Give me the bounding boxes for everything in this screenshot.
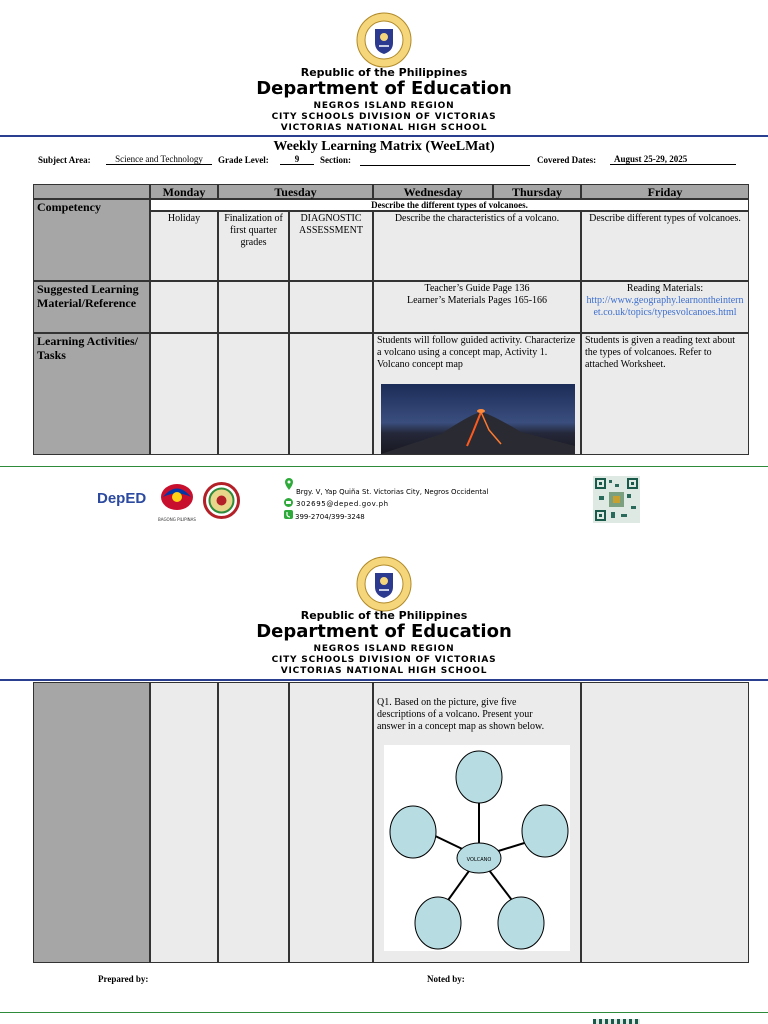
activities-friday: Students is given a reading text about the types of volcanoes. Refer to attached Worksheet. bbox=[581, 333, 749, 455]
day-wednesday: Wednesday bbox=[373, 184, 493, 199]
materials-tuesday-b bbox=[289, 281, 373, 333]
competency-label: Competency bbox=[33, 199, 150, 281]
republic-line-page2: Republic of the Philippines bbox=[300, 609, 468, 622]
activity-text: Students will follow guided activity. Characterize a volcano using a concept map, Activity 1. Volcano concept map bbox=[377, 335, 576, 370]
section-value bbox=[360, 154, 530, 166]
footer-rule-page2 bbox=[0, 1012, 768, 1013]
competency-tuesday-a: Finalization of first quarter grades bbox=[218, 211, 289, 281]
department-title-page2: Department of Education bbox=[256, 621, 512, 642]
competency-friday: Describe different types of volcanoes. bbox=[581, 211, 749, 281]
school-line-page2: VICTORIAS NATIONAL HIGH SCHOOL bbox=[280, 666, 488, 676]
materials-friday bbox=[581, 281, 749, 333]
concept-map bbox=[384, 745, 570, 951]
materials-wed-thu bbox=[373, 281, 581, 333]
phone-icon bbox=[284, 506, 293, 515]
deped-seal-page2 bbox=[356, 556, 412, 612]
email-icon bbox=[284, 494, 293, 503]
activities-label: Learning Activities/ Tasks bbox=[33, 333, 150, 455]
reading-materials-link[interactable]: http://www.geography.learnontheinternet.co.uk/topics/typesvolcanoes.html bbox=[586, 295, 744, 318]
grade-value: 9 bbox=[280, 154, 314, 165]
deped-seal bbox=[356, 12, 412, 68]
label-continued bbox=[33, 682, 150, 963]
school-line: VICTORIAS NATIONAL HIGH SCHOOL bbox=[280, 123, 488, 133]
bagong-pilipinas-text: BAGONG PILIPINAS bbox=[158, 517, 196, 522]
teachers-guide: Teacher’s Guide Page 136 bbox=[424, 283, 530, 294]
competency-tuesday-b: DIAGNOSTIC ASSESSMENT bbox=[289, 211, 373, 281]
concept-map-center-label: VOLCANO bbox=[466, 857, 492, 863]
bagong-pilipinas-logo bbox=[157, 482, 197, 520]
dates-label: Covered Dates: bbox=[537, 155, 597, 165]
region-line: NEGROS ISLAND REGION bbox=[313, 101, 455, 111]
qr-code-page2 bbox=[593, 1019, 640, 1024]
competency-monday: Holiday bbox=[150, 211, 218, 281]
region-line-page2: NEGROS ISLAND REGION bbox=[313, 644, 455, 654]
header-rule bbox=[0, 135, 768, 137]
prepared-by-label: Prepared by: bbox=[98, 974, 149, 984]
division-line-page2: CITY SCHOOLS DIVISION OF VICTORIAS bbox=[271, 655, 497, 665]
header-rule-page2 bbox=[0, 679, 768, 681]
subject-label: Subject Area: bbox=[38, 155, 91, 165]
grade-label: Grade Level: bbox=[218, 155, 269, 165]
noted-by-label: Noted by: bbox=[427, 974, 465, 984]
division-line: CITY SCHOOLS DIVISION OF VICTORIAS bbox=[271, 112, 497, 122]
materials-tuesday-a bbox=[218, 281, 289, 333]
republic-line: Republic of the Philippines bbox=[300, 66, 468, 79]
question-1: Q1. Based on the picture, give five descriptions of a volcano. Present your answer in a concept map as shown below. bbox=[377, 697, 545, 732]
section-label: Section: bbox=[320, 155, 351, 165]
email-text: 302695@deped.gov.ph bbox=[296, 500, 389, 508]
cont-tuesday-b bbox=[289, 682, 373, 963]
document-title: Weekly Learning Matrix (WeeLMat) bbox=[273, 139, 495, 154]
competency-wed-thu: Describe the characteristics of a volcano. bbox=[373, 211, 581, 281]
learners-materials: Learner’s Materials Pages 165-166 bbox=[406, 295, 548, 306]
cont-tuesday-a bbox=[218, 682, 289, 963]
day-monday: Monday bbox=[150, 184, 218, 199]
location-icon bbox=[284, 477, 294, 489]
qr-code bbox=[593, 476, 640, 523]
location-icon-page2 bbox=[284, 1018, 292, 1024]
activities-wed-thu bbox=[373, 333, 581, 455]
deped-logo-text: DepED bbox=[97, 490, 147, 507]
activities-tuesday-b bbox=[289, 333, 373, 455]
cont-friday bbox=[581, 682, 749, 963]
school-seal bbox=[203, 482, 240, 519]
department-title: Department of Education bbox=[256, 78, 512, 99]
activities-tuesday-a bbox=[218, 333, 289, 455]
materials-monday bbox=[150, 281, 218, 333]
competency-banner: Describe the different types of volcanoes. bbox=[150, 199, 749, 211]
dates-value: August 25-29, 2025 bbox=[610, 154, 736, 165]
volcano-photo bbox=[381, 384, 575, 454]
deped-logo bbox=[97, 490, 146, 507]
cont-monday bbox=[150, 682, 218, 963]
subject-value: Science and Technology bbox=[106, 154, 212, 165]
day-thursday: Thursday bbox=[493, 184, 581, 199]
cont-wed-thu bbox=[373, 682, 581, 963]
footer-rule bbox=[0, 466, 768, 467]
table-corner bbox=[33, 184, 150, 199]
address-text: Brgy. V, Yap Quiña St. Victorias City, Negros Occidental bbox=[296, 488, 489, 496]
day-friday: Friday bbox=[581, 184, 749, 199]
reading-materials-title: Reading Materials: bbox=[626, 283, 704, 294]
materials-label: Suggested Learning Material/Reference bbox=[33, 281, 150, 333]
day-tuesday: Tuesday bbox=[218, 184, 373, 199]
phone-text: 399-2704/399-3248 bbox=[295, 513, 365, 521]
activities-monday bbox=[150, 333, 218, 455]
